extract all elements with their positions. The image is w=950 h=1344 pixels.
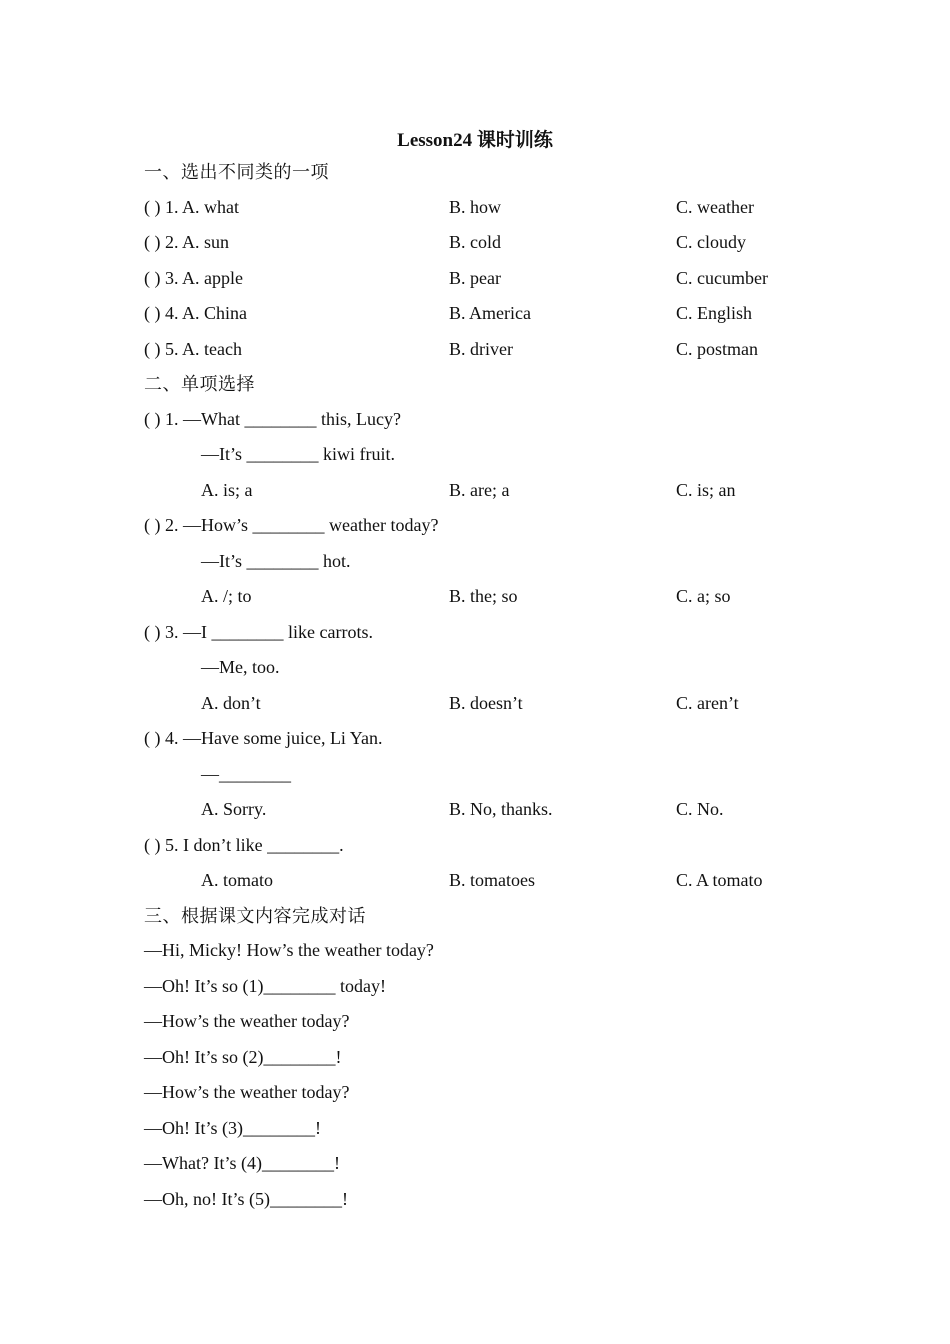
s2-q2-reply: —It’s ________ hot. bbox=[201, 551, 351, 571]
s2-q1-option-a: A. is; a bbox=[201, 480, 253, 500]
s2-q4-option-a: A. Sorry. bbox=[201, 799, 267, 819]
dialogue-line-1: —Hi, Micky! How’s the weather today? bbox=[144, 940, 434, 960]
dialogue-line-3: —How’s the weather today? bbox=[144, 1011, 350, 1031]
s2-q3-option-c: C. aren’t bbox=[676, 693, 739, 713]
s2-q1-option-c: C. is; an bbox=[676, 480, 736, 500]
s1-q3-option-c: C. cucumber bbox=[676, 268, 768, 288]
s1-q5-option-b: B. driver bbox=[449, 339, 513, 359]
s1-q1-option-a: ( ) 1. A. what bbox=[144, 197, 239, 217]
dialogue-line-6: —Oh! It’s (3)________! bbox=[144, 1118, 321, 1138]
s2-q3-option-a: A. don’t bbox=[201, 693, 261, 713]
s2-q3-question: ( ) 3. —I ________ like carrots. bbox=[144, 622, 373, 642]
dialogue-line-2: —Oh! It’s so (1)________ today! bbox=[144, 976, 386, 996]
s2-q1-reply: —It’s ________ kiwi fruit. bbox=[201, 444, 395, 464]
s2-q4-option-c: C. No. bbox=[676, 799, 724, 819]
s1-q2-option-a: ( ) 2. A. sun bbox=[144, 232, 229, 252]
s2-q1-question: ( ) 1. —What ________ this, Lucy? bbox=[144, 409, 401, 429]
s2-q5-option-b: B. tomatoes bbox=[449, 870, 535, 890]
s2-q4-option-b: B. No, thanks. bbox=[449, 799, 553, 819]
s2-q5-question: ( ) 5. I don’t like ________. bbox=[144, 835, 344, 855]
dialogue-line-7: —What? It’s (4)________! bbox=[144, 1153, 340, 1173]
section-2-heading: 二、单项选择 bbox=[144, 374, 255, 394]
s1-q5-option-a: ( ) 5. A. teach bbox=[144, 339, 242, 359]
s1-q2-option-c: C. cloudy bbox=[676, 232, 746, 252]
s2-q4-question: ( ) 4. —Have some juice, Li Yan. bbox=[144, 728, 383, 748]
s1-q1-option-b: B. how bbox=[449, 197, 502, 217]
s2-q5-option-c: C. A tomato bbox=[676, 870, 763, 890]
s1-q4-option-a: ( ) 4. A. China bbox=[144, 303, 247, 323]
s2-q2-option-a: A. /; to bbox=[201, 586, 252, 606]
s2-q5-option-a: A. tomato bbox=[201, 870, 273, 890]
s1-q5-option-c: C. postman bbox=[676, 339, 759, 359]
section-1-heading: 一、选出不同类的一项 bbox=[144, 162, 329, 182]
s2-q3-option-b: B. doesn’t bbox=[449, 693, 523, 713]
s2-q4-reply: —________ bbox=[201, 764, 291, 784]
s2-q3-reply: —Me, too. bbox=[201, 657, 280, 677]
s1-q2-option-b: B. cold bbox=[449, 232, 501, 252]
s1-q1-option-c: C. weather bbox=[676, 197, 754, 217]
s1-q4-option-b: B. America bbox=[449, 303, 531, 323]
s2-q2-question: ( ) 2. —How’s ________ weather today? bbox=[144, 515, 439, 535]
dialogue-line-5: —How’s the weather today? bbox=[144, 1082, 350, 1102]
section-3-heading: 三、根据课文内容完成对话 bbox=[144, 906, 366, 926]
dialogue-line-4: —Oh! It’s so (2)________! bbox=[144, 1047, 342, 1067]
s1-q3-option-a: ( ) 3. A. apple bbox=[144, 268, 243, 288]
dialogue-line-8: —Oh, no! It’s (5)________! bbox=[144, 1189, 348, 1209]
s1-q3-option-b: B. pear bbox=[449, 268, 501, 288]
s2-q2-option-c: C. a; so bbox=[676, 586, 731, 606]
s2-q1-option-b: B. are; a bbox=[449, 480, 510, 500]
s2-q2-option-b: B. the; so bbox=[449, 586, 518, 606]
s1-q4-option-c: C. English bbox=[676, 303, 753, 323]
page-title: Lesson24 课时训练 bbox=[397, 130, 553, 151]
